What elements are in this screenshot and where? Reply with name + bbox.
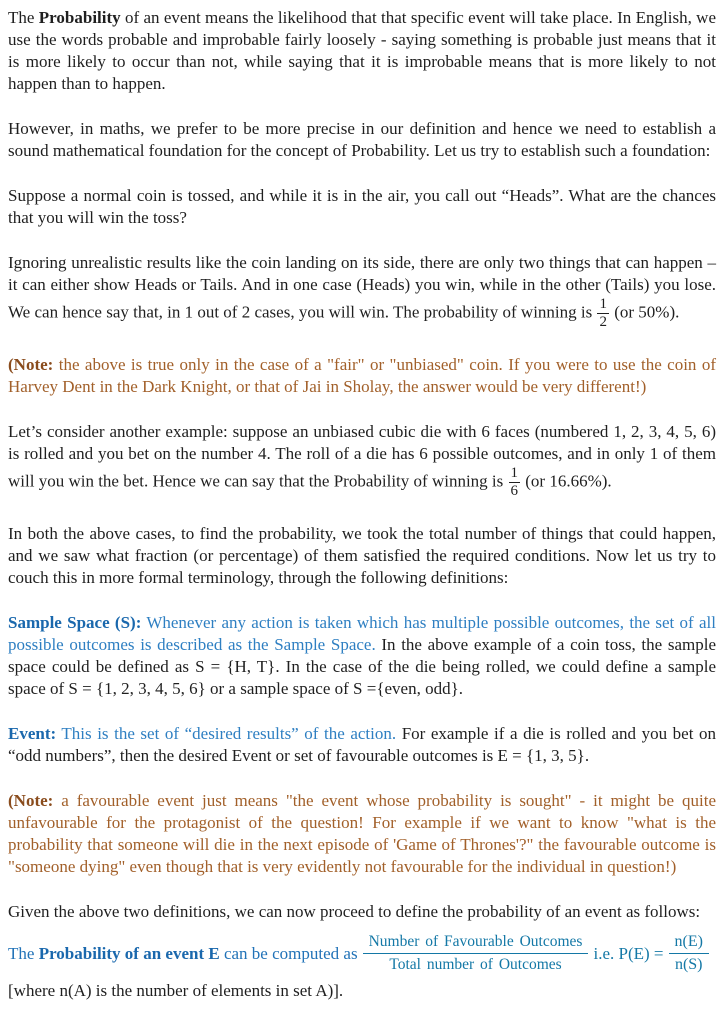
bold-term-probability: Probability [38,8,121,27]
text-run: of an event means the likelihood that that specific event will take place. In English, we use the words probable and improbable fairly loosely - saying something is probable just means that it is more likely to occur than not, while saying that it is improbable means that is more likely to not happen than to happen. [8,8,716,93]
text-run: Ignoring unrealistic results like the coin landing on its side, there are only two things that can happen – it can either show Heads or Tails. And in one case (Heads) you win, while in the other (Tails) you lose. We can hence say that, in 1 out of 2 cases, you will win. The probability of winning is [8,253,716,322]
paragraph-die-example [8,421,716,500]
formula-fraction-outcomes [363,932,589,975]
text-run: can be computed as [219,943,358,963]
paragraph-coin-probability [8,252,716,331]
formula-fraction-ne-ns [669,932,709,975]
fraction-one-half [596,296,610,331]
fraction-denominator: 2 [599,314,607,330]
paragraph-sample-space-definition [8,612,716,700]
text-run: The [8,943,39,963]
text-run: Suppose a normal coin is tossed, and while it is in the air, you call out “Heads”. What are the chances that you will win the toss? [8,186,716,227]
text-run: In the above example of a coin toss, the sample space could be defined as S = {H, T}. In the case of the die being rolled, we could define a sample space of S = {1, 2, 3, 4, 5, 6} or a sample space of S ={even, odd}. [8,635,716,698]
note-text: a favourable event just means "the event whose probability is sought" - it might be quite unfavourable for the protagonist of the question! For example if we want to know "what is the probability that someone will die in the next episode of 'Game of Thrones'?" the favourable outcome is "someone dying" even though that is very evidently not favourable for the individual in question!) [8,791,716,876]
fraction-denominator: Total number of Outcomes [389,956,562,973]
text-run: [where n(A) is the number of elements in set A)]. [8,981,344,1000]
fraction-one-sixth [508,465,522,500]
paragraph-formal-terminology [8,523,716,589]
paragraph-coin-toss-question [8,185,716,229]
paragraph-given-definitions [8,901,716,923]
text-run: The [8,8,39,27]
fraction-denominator: 6 [510,483,519,499]
fraction-numerator: n(E) [669,932,709,954]
fraction-numerator: 1 [599,296,607,312]
definition-text: Whenever any action is taken which has multiple possible outcomes, the set of all possible outcomes is described as the Sample Space. [8,613,716,654]
probability-formula [8,932,716,975]
definition-label-event: Event: [8,724,57,743]
fraction-denominator: n(S) [674,956,703,973]
formula-ie-text: i.e. P(E) = [593,943,664,963]
note-text: the above is true only in the case of a "fair" or "unbiased" coin. If you were to use the coin of Harvey Dent in the Dark Knight, or that of Jai in Sholay, the answer would be very different!) [8,355,716,396]
text-run: Let’s consider another example: suppose an unbiased cubic die with 6 faces (numbered 1, 2, 3, 4, 5, 6) is rolled and you bet on the number 4. The roll of a die has 6 possible outcomes, and in only 1 of them will you win the bet. Hence we can say that the Probability of winning is [8,422,716,491]
bold-term-probability-of-event: Probability of an event E [38,943,220,963]
fraction-numerator: Number of Favourable Outcomes [363,932,589,954]
text-run: However, in maths, we prefer to be more precise in our definition and hence we need to establish a sound mathematical foundation for the concept of Probability. Let us try to establish such a foundation: [8,119,716,160]
definition-text: This is the set of “desired results” of the action. [56,724,397,743]
text-run: Given the above two definitions, we can now proceed to define the probability of an event as follows: [8,902,701,921]
note-label: (Note: [8,355,54,374]
paragraph-where-clause [8,980,716,1002]
note-label: (Note: [8,791,54,810]
paragraph-maths-definition [8,118,716,162]
text-run: In both the above cases, to find the probability, we took the total number of things that could happen, and we saw what fraction (or percentage) of them satisfied the required conditions. Now let us try to couch this in more formal terminology, through the following definitions: [8,524,716,587]
note-favourable-event [8,790,716,878]
text-run: (or 50%). [609,302,680,322]
paragraph-probability-intro [8,7,716,95]
paragraph-event-definition [8,723,716,767]
definition-label-sample-space: Sample Space (S): [8,613,142,632]
formula-sentence [8,943,358,965]
text-run: For example if a die is rolled and you bet on “odd numbers”, then the desired Event or set of favourable outcomes is E = {1, 3, 5}. [8,724,717,765]
text-run: (or 16.66%). [521,471,612,491]
fraction-numerator: 1 [510,465,519,481]
note-fair-coin [8,354,716,398]
